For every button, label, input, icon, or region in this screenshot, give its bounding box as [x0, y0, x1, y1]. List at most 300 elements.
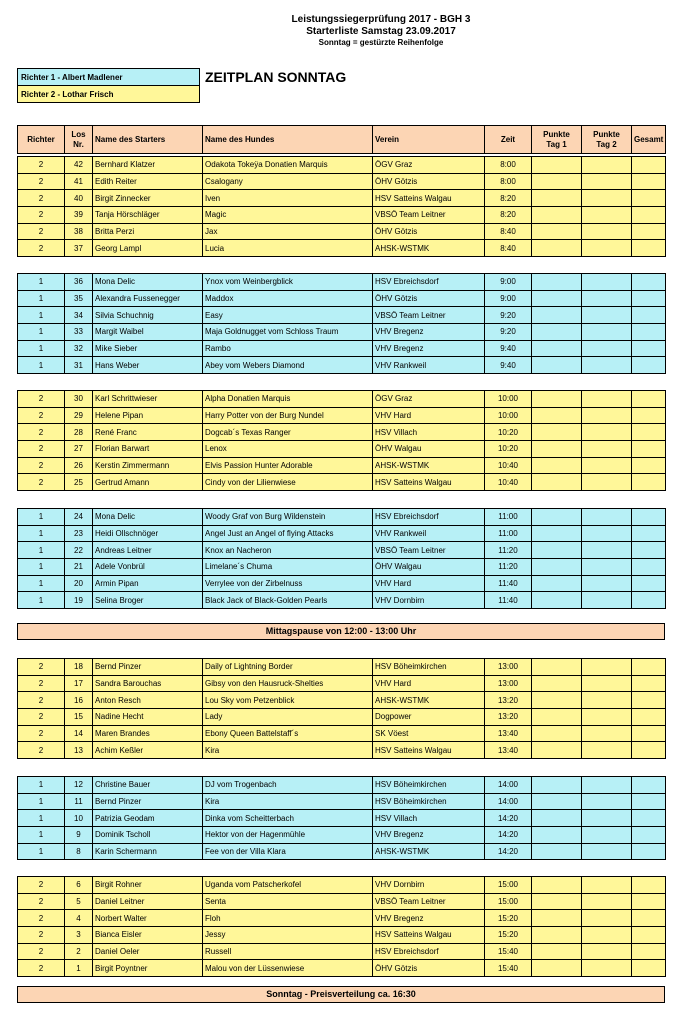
cell-punkte-tag1[interactable]: [532, 575, 582, 592]
cell-gesamt[interactable]: [632, 274, 666, 291]
cell-zeit: 9:20: [485, 307, 532, 324]
cell-gesamt[interactable]: [632, 793, 666, 810]
table-row: [18, 575, 666, 592]
cell-gesamt[interactable]: [632, 307, 666, 324]
cell-punkte-tag1[interactable]: [532, 240, 582, 257]
cell-richter: 2: [18, 877, 65, 894]
cell-punkte-tag1[interactable]: [532, 709, 582, 726]
col-punkte-tag1: Punkte Tag 1: [532, 126, 582, 154]
cell-zeit: 13:00: [485, 675, 532, 692]
col-richter: Richter: [18, 126, 65, 154]
cell-hund: Dogcab´s Texas Ranger: [203, 424, 373, 441]
col-punkte-tag2: Punkte Tag 2: [582, 126, 632, 154]
cell-starter: Sandra Barouchas: [93, 675, 203, 692]
cell-hund: Hektor von der Hagenmühle: [203, 827, 373, 844]
cell-punkte-tag1[interactable]: [532, 407, 582, 424]
table-row: [18, 675, 666, 692]
cell-hund: Maja Goldnugget vom Schloss Traum: [203, 324, 373, 341]
cell-zeit: 10:40: [485, 457, 532, 474]
table-row: [18, 157, 666, 174]
cell-hund: Iven: [203, 190, 373, 207]
cell-gesamt[interactable]: [632, 877, 666, 894]
cell-gesamt[interactable]: [632, 474, 666, 491]
cell-hund: Ebony Queen Battelstaff´s: [203, 725, 373, 742]
cell-punkte-tag2[interactable]: [582, 441, 632, 458]
cell-gesamt[interactable]: [632, 324, 666, 341]
cell-punkte-tag1[interactable]: [532, 592, 582, 609]
cell-hund: Magic: [203, 207, 373, 224]
cell-gesamt[interactable]: [632, 709, 666, 726]
cell-verein: HSV Villach: [373, 810, 485, 827]
cell-starter: Andreas Leitner: [93, 542, 203, 559]
cell-punkte-tag1[interactable]: [532, 943, 582, 960]
cell-richter: 1: [18, 843, 65, 860]
cell-punkte-tag2[interactable]: [582, 525, 632, 542]
cell-punkte-tag2[interactable]: [582, 542, 632, 559]
cell-hund: Daily of Lightning Border: [203, 659, 373, 676]
cell-los: 29: [65, 407, 93, 424]
cell-gesamt[interactable]: [632, 960, 666, 977]
cell-gesamt[interactable]: [632, 391, 666, 408]
cell-gesamt[interactable]: [632, 190, 666, 207]
cell-verein: HSV Böheimkirchen: [373, 793, 485, 810]
cell-punkte-tag2[interactable]: [582, 190, 632, 207]
cell-punkte-tag2[interactable]: [582, 207, 632, 224]
cell-gesamt[interactable]: [632, 357, 666, 374]
cell-starter: Britta Perzi: [93, 223, 203, 240]
cell-hund: Limelane´s Chuma: [203, 559, 373, 576]
cell-gesamt[interactable]: [632, 290, 666, 307]
cell-richter: 1: [18, 542, 65, 559]
table-row: [18, 207, 666, 224]
cell-punkte-tag2[interactable]: [582, 407, 632, 424]
cell-los: 9: [65, 827, 93, 844]
cell-verein: AHSK-WSTMK: [373, 843, 485, 860]
cell-punkte-tag2[interactable]: [582, 692, 632, 709]
cell-gesamt[interactable]: [632, 157, 666, 174]
cell-starter: Patrizia Geodam: [93, 810, 203, 827]
cell-punkte-tag1[interactable]: [532, 793, 582, 810]
cell-los: 16: [65, 692, 93, 709]
cell-los: 27: [65, 441, 93, 458]
cell-verein: ÖHV Götzis: [373, 290, 485, 307]
cell-punkte-tag2[interactable]: [582, 827, 632, 844]
table-row: [18, 173, 666, 190]
cell-zeit: 13:40: [485, 742, 532, 759]
cell-richter: 2: [18, 207, 65, 224]
cell-starter: Bianca Eisler: [93, 927, 203, 944]
table-row: [18, 525, 666, 542]
judges-box: [17, 68, 200, 103]
cell-richter: 2: [18, 943, 65, 960]
cell-verein: VHV Bregenz: [373, 340, 485, 357]
cell-punkte-tag2[interactable]: [582, 274, 632, 291]
cell-starter: Mike Sieber: [93, 340, 203, 357]
cell-hund: Odakota Tokeÿa Donatien Marquis: [203, 157, 373, 174]
cell-richter: 1: [18, 525, 65, 542]
cell-richter: 2: [18, 910, 65, 927]
cell-punkte-tag1[interactable]: [532, 357, 582, 374]
cell-gesamt[interactable]: [632, 457, 666, 474]
table-row: [18, 441, 666, 458]
cell-punkte-tag1[interactable]: [532, 157, 582, 174]
col-los: Los Nr.: [65, 126, 93, 154]
col-gesamt: Gesamt: [632, 126, 666, 154]
cell-punkte-tag2[interactable]: [582, 843, 632, 860]
cell-verein: VHV Rankweil: [373, 357, 485, 374]
cell-punkte-tag1[interactable]: [532, 777, 582, 794]
cell-los: 1: [65, 960, 93, 977]
cell-starter: Helene Pipan: [93, 407, 203, 424]
cell-gesamt[interactable]: [632, 659, 666, 676]
cell-starter: René Franc: [93, 424, 203, 441]
cell-zeit: 8:20: [485, 207, 532, 224]
cell-zeit: 14:00: [485, 793, 532, 810]
cell-verein: VHV Rankweil: [373, 525, 485, 542]
cell-punkte-tag2[interactable]: [582, 960, 632, 977]
cell-verein: HSV Ebreichsdorf: [373, 943, 485, 960]
cell-punkte-tag2[interactable]: [582, 340, 632, 357]
judge-1: Richter 1 - Albert Madlener: [18, 69, 200, 86]
cell-punkte-tag1[interactable]: [532, 910, 582, 927]
cell-gesamt[interactable]: [632, 910, 666, 927]
cell-punkte-tag2[interactable]: [582, 592, 632, 609]
cell-punkte-tag2[interactable]: [582, 709, 632, 726]
cell-punkte-tag2[interactable]: [582, 424, 632, 441]
cell-los: 20: [65, 575, 93, 592]
cell-verein: VHV Hard: [373, 675, 485, 692]
table-row: [18, 843, 666, 860]
cell-punkte-tag2[interactable]: [582, 893, 632, 910]
cell-gesamt[interactable]: [632, 592, 666, 609]
cell-punkte-tag1[interactable]: [532, 457, 582, 474]
cell-richter: 2: [18, 441, 65, 458]
cell-los: 31: [65, 357, 93, 374]
cell-punkte-tag1[interactable]: [532, 207, 582, 224]
cell-starter: Margit Waibel: [93, 324, 203, 341]
cell-hund: Easy: [203, 307, 373, 324]
cell-richter: 1: [18, 357, 65, 374]
cell-verein: VHV Bregenz: [373, 324, 485, 341]
cell-punkte-tag2[interactable]: [582, 240, 632, 257]
cell-los: 8: [65, 843, 93, 860]
cell-punkte-tag1[interactable]: [532, 675, 582, 692]
cell-punkte-tag2[interactable]: [582, 559, 632, 576]
table-row: [18, 474, 666, 491]
cell-punkte-tag2[interactable]: [582, 793, 632, 810]
cell-punkte-tag1[interactable]: [532, 509, 582, 526]
cell-zeit: 10:20: [485, 441, 532, 458]
cell-punkte-tag1[interactable]: [532, 324, 582, 341]
cell-punkte-tag2[interactable]: [582, 474, 632, 491]
cell-punkte-tag2[interactable]: [582, 659, 632, 676]
cell-verein: HSV Satteins Walgau: [373, 927, 485, 944]
cell-punkte-tag2[interactable]: [582, 157, 632, 174]
cell-punkte-tag1[interactable]: [532, 173, 582, 190]
cell-zeit: 9:20: [485, 324, 532, 341]
cell-gesamt[interactable]: [632, 509, 666, 526]
cell-los: 14: [65, 725, 93, 742]
cell-punkte-tag2[interactable]: [582, 391, 632, 408]
cell-gesamt[interactable]: [632, 240, 666, 257]
table-row: [18, 893, 666, 910]
cell-punkte-tag2[interactable]: [582, 223, 632, 240]
cell-los: 10: [65, 810, 93, 827]
cell-punkte-tag1[interactable]: [532, 827, 582, 844]
cell-hund: Knox an Nacheron: [203, 542, 373, 559]
cell-punkte-tag1[interactable]: [532, 424, 582, 441]
cell-hund: Abey vom Webers Diamond: [203, 357, 373, 374]
cell-punkte-tag2[interactable]: [582, 675, 632, 692]
cell-punkte-tag2[interactable]: [582, 777, 632, 794]
cell-richter: 1: [18, 340, 65, 357]
cell-los: 26: [65, 457, 93, 474]
cell-punkte-tag2[interactable]: [582, 943, 632, 960]
cell-punkte-tag2[interactable]: [582, 307, 632, 324]
cell-richter: 2: [18, 725, 65, 742]
cell-hund: Woody Graf von Burg Wildenstein: [203, 509, 373, 526]
cell-hund: Elvis Passion Hunter Adorable: [203, 457, 373, 474]
doc-title: Leistungssiegerprüfung 2017 - BGH 3: [291, 14, 471, 25]
cell-zeit: 11:00: [485, 509, 532, 526]
cell-richter: 2: [18, 424, 65, 441]
cell-los: 12: [65, 777, 93, 794]
cell-richter: 2: [18, 457, 65, 474]
cell-zeit: 14:00: [485, 777, 532, 794]
cell-punkte-tag2[interactable]: [582, 457, 632, 474]
cell-punkte-tag1[interactable]: [532, 391, 582, 408]
cell-gesamt[interactable]: [632, 742, 666, 759]
cell-gesamt[interactable]: [632, 843, 666, 860]
cell-verein: VBSÖ Team Leitner: [373, 893, 485, 910]
cell-gesamt[interactable]: [632, 559, 666, 576]
table-row: [18, 725, 666, 742]
cell-starter: Bernhard Klatzer: [93, 157, 203, 174]
cell-hund: Malou von der Lüssenwiese: [203, 960, 373, 977]
cell-hund: Verrylee von der Zirbelnuss: [203, 575, 373, 592]
cell-richter: 2: [18, 675, 65, 692]
cell-los: 39: [65, 207, 93, 224]
cell-punkte-tag2[interactable]: [582, 927, 632, 944]
cell-punkte-tag2[interactable]: [582, 877, 632, 894]
cell-gesamt[interactable]: [632, 207, 666, 224]
cell-verein: ÖHV Walgau: [373, 441, 485, 458]
cell-punkte-tag2[interactable]: [582, 810, 632, 827]
cell-zeit: 15:00: [485, 893, 532, 910]
cell-starter: Mona Delic: [93, 509, 203, 526]
cell-verein: VHV Hard: [373, 575, 485, 592]
cell-richter: 2: [18, 893, 65, 910]
cell-los: 25: [65, 474, 93, 491]
table-row: [18, 927, 666, 944]
cell-punkte-tag1[interactable]: [532, 659, 582, 676]
cell-gesamt[interactable]: [632, 927, 666, 944]
cell-punkte-tag1[interactable]: [532, 559, 582, 576]
cell-gesamt[interactable]: [632, 692, 666, 709]
cell-punkte-tag1[interactable]: [532, 340, 582, 357]
cell-punkte-tag1[interactable]: [532, 893, 582, 910]
cell-richter: 2: [18, 391, 65, 408]
prize-band: Sonntag - Preisverteilung ca. 16:30: [17, 986, 665, 1003]
cell-los: 2: [65, 943, 93, 960]
cell-los: 19: [65, 592, 93, 609]
starter-group: [17, 390, 666, 491]
cell-punkte-tag2[interactable]: [582, 742, 632, 759]
cell-hund: Kira: [203, 793, 373, 810]
cell-gesamt[interactable]: [632, 441, 666, 458]
cell-hund: Gibsy von den Hausruck-Shelties: [203, 675, 373, 692]
cell-gesamt[interactable]: [632, 340, 666, 357]
col-verein: Verein: [373, 126, 485, 154]
cell-gesamt[interactable]: [632, 223, 666, 240]
cell-verein: ÖGV Graz: [373, 391, 485, 408]
cell-gesamt[interactable]: [632, 943, 666, 960]
cell-richter: 2: [18, 692, 65, 709]
cell-verein: AHSK-WSTMK: [373, 692, 485, 709]
cell-verein: HSV Böheimkirchen: [373, 659, 485, 676]
cell-punkte-tag1[interactable]: [532, 307, 582, 324]
cell-verein: VHV Dornbirn: [373, 592, 485, 609]
col-starter: Name des Starters: [93, 126, 203, 154]
cell-starter: Birgit Zinnecker: [93, 190, 203, 207]
cell-hund: Alpha Donatien Marquis: [203, 391, 373, 408]
cell-punkte-tag2[interactable]: [582, 509, 632, 526]
cell-los: 38: [65, 223, 93, 240]
cell-punkte-tag1[interactable]: [532, 441, 582, 458]
cell-starter: Bernd Pinzer: [93, 793, 203, 810]
table-header: [17, 125, 666, 154]
cell-zeit: 10:00: [485, 407, 532, 424]
cell-gesamt[interactable]: [632, 542, 666, 559]
table-row: [18, 407, 666, 424]
cell-punkte-tag1[interactable]: [532, 960, 582, 977]
cell-punkte-tag1[interactable]: [532, 525, 582, 542]
cell-verein: ÖHV Walgau: [373, 559, 485, 576]
cell-punkte-tag1[interactable]: [532, 190, 582, 207]
cell-zeit: 10:40: [485, 474, 532, 491]
cell-gesamt[interactable]: [632, 173, 666, 190]
cell-richter: 1: [18, 592, 65, 609]
cell-richter: 2: [18, 173, 65, 190]
table-row: [18, 692, 666, 709]
table-row: [18, 240, 666, 257]
cell-hund: Kira: [203, 742, 373, 759]
cell-richter: 1: [18, 559, 65, 576]
cell-starter: Karin Schermann: [93, 843, 203, 860]
cell-los: 18: [65, 659, 93, 676]
cell-gesamt[interactable]: [632, 424, 666, 441]
cell-starter: Daniel Oeler: [93, 943, 203, 960]
cell-starter: Birgit Poyntner: [93, 960, 203, 977]
cell-gesamt[interactable]: [632, 407, 666, 424]
cell-gesamt[interactable]: [632, 893, 666, 910]
cell-verein: VHV Bregenz: [373, 827, 485, 844]
cell-punkte-tag1[interactable]: [532, 290, 582, 307]
table-row: [18, 960, 666, 977]
cell-punkte-tag1[interactable]: [532, 542, 582, 559]
cell-starter: Silvia Schuchnig: [93, 307, 203, 324]
cell-hund: Uganda vom Patscherkofel: [203, 877, 373, 894]
cell-punkte-tag2[interactable]: [582, 357, 632, 374]
cell-richter: 2: [18, 742, 65, 759]
table-row: [18, 223, 666, 240]
cell-punkte-tag1[interactable]: [532, 692, 582, 709]
cell-los: 24: [65, 509, 93, 526]
table-row: [18, 190, 666, 207]
cell-gesamt[interactable]: [632, 827, 666, 844]
cell-zeit: 14:20: [485, 810, 532, 827]
table-row: [18, 307, 666, 324]
cell-gesamt[interactable]: [632, 777, 666, 794]
cell-starter: Norbert Walter: [93, 910, 203, 927]
cell-los: 15: [65, 709, 93, 726]
cell-punkte-tag1[interactable]: [532, 877, 582, 894]
cell-verein: VBSÖ Team Leitner: [373, 542, 485, 559]
cell-punkte-tag1[interactable]: [532, 474, 582, 491]
cell-punkte-tag1[interactable]: [532, 223, 582, 240]
table-row: [18, 509, 666, 526]
cell-punkte-tag2[interactable]: [582, 725, 632, 742]
cell-zeit: 8:40: [485, 223, 532, 240]
cell-hund: Senta: [203, 893, 373, 910]
cell-punkte-tag1[interactable]: [532, 810, 582, 827]
cell-punkte-tag1[interactable]: [532, 927, 582, 944]
cell-gesamt[interactable]: [632, 575, 666, 592]
cell-los: 36: [65, 274, 93, 291]
cell-hund: Lenox: [203, 441, 373, 458]
cell-starter: Edith Reiter: [93, 173, 203, 190]
cell-gesamt[interactable]: [632, 675, 666, 692]
cell-punkte-tag2[interactable]: [582, 173, 632, 190]
cell-starter: Karl Schrittwieser: [93, 391, 203, 408]
cell-punkte-tag1[interactable]: [532, 843, 582, 860]
cell-los: 28: [65, 424, 93, 441]
cell-los: 22: [65, 542, 93, 559]
doc-subtitle: Starterliste Samstag 23.09.2017: [306, 26, 456, 37]
cell-richter: 1: [18, 290, 65, 307]
cell-punkte-tag2[interactable]: [582, 910, 632, 927]
cell-los: 32: [65, 340, 93, 357]
cell-los: 5: [65, 893, 93, 910]
cell-gesamt[interactable]: [632, 525, 666, 542]
table-row: [18, 559, 666, 576]
table-row: [18, 424, 666, 441]
cell-punkte-tag1[interactable]: [532, 742, 582, 759]
cell-zeit: 13:20: [485, 692, 532, 709]
cell-richter: 2: [18, 927, 65, 944]
cell-verein: HSV Satteins Walgau: [373, 742, 485, 759]
cell-zeit: 8:20: [485, 190, 532, 207]
cell-gesamt[interactable]: [632, 725, 666, 742]
cell-los: 37: [65, 240, 93, 257]
cell-starter: Achim Keßler: [93, 742, 203, 759]
cell-los: 33: [65, 324, 93, 341]
cell-richter: 2: [18, 474, 65, 491]
cell-richter: 1: [18, 324, 65, 341]
cell-punkte-tag2[interactable]: [582, 324, 632, 341]
cell-richter: 1: [18, 575, 65, 592]
cell-hund: Maddox: [203, 290, 373, 307]
cell-richter: 2: [18, 157, 65, 174]
cell-punkte-tag2[interactable]: [582, 290, 632, 307]
cell-los: 6: [65, 877, 93, 894]
cell-punkte-tag1[interactable]: [532, 725, 582, 742]
cell-gesamt[interactable]: [632, 810, 666, 827]
cell-richter: 2: [18, 240, 65, 257]
cell-los: 17: [65, 675, 93, 692]
cell-punkte-tag1[interactable]: [532, 274, 582, 291]
cell-punkte-tag2[interactable]: [582, 575, 632, 592]
